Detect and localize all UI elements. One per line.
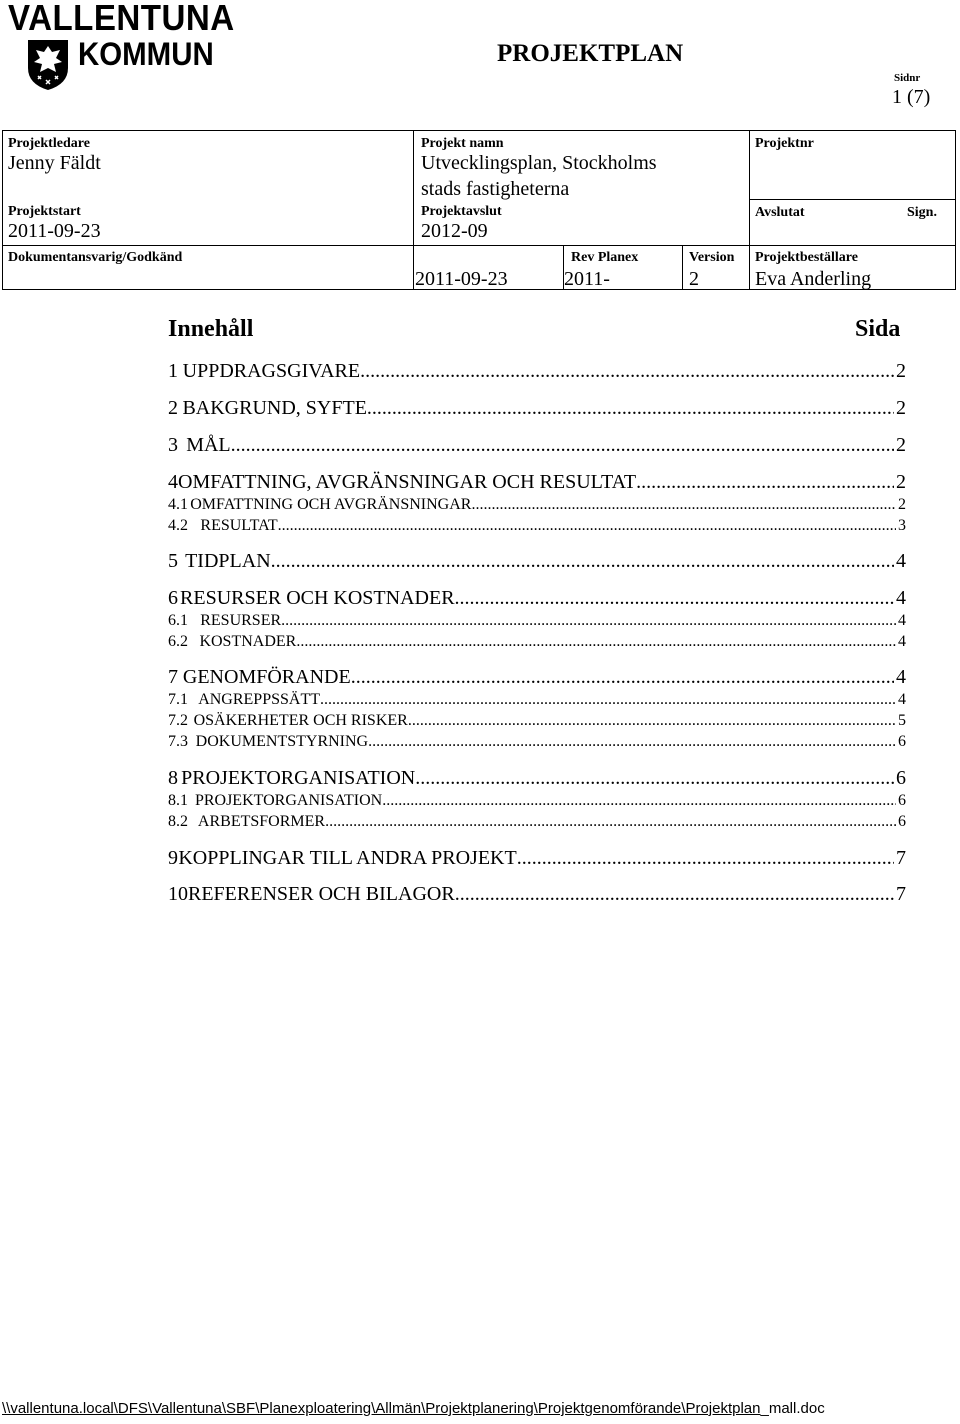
toc-entry[interactable]: [168, 813, 906, 831]
toc-entry-number: 4.1: [168, 496, 188, 513]
toc-entry-number: 8: [168, 767, 178, 789]
projektledare-label: Projektledare: [8, 136, 90, 151]
toc-entry[interactable]: [168, 496, 906, 514]
project-header-table: [2, 130, 956, 290]
toc-entry-number: 5: [168, 550, 178, 572]
avslutat-label: Avslutat: [755, 205, 805, 220]
toc-entry[interactable]: [168, 587, 906, 610]
toc-entry-page: 6: [898, 733, 906, 750]
file-path-main: \\vallentuna.local\DFS\Vallentuna\SBF\Planexploatering\Allmän\Projektplanering\Projektgenomförande\Projektplan: [2, 1400, 761, 1417]
toc-entry-number: 8.1: [168, 792, 188, 809]
toc-entry-title: PROJEKTORGANISATION: [181, 767, 416, 789]
toc-entry[interactable]: [168, 847, 906, 870]
toc-entry[interactable]: [168, 360, 906, 383]
toc-entry-page: 2: [896, 471, 906, 493]
projektbestallare-value: Eva Anderling: [755, 268, 872, 290]
document-title: PROJEKTPLAN: [497, 40, 684, 67]
toc-entry-page: 4: [896, 666, 906, 688]
toc-leader-dots: [231, 434, 894, 457]
toc-entry[interactable]: [168, 883, 906, 906]
toc-entry-page: 6: [898, 792, 906, 809]
projektstart-value: 2011-09-23: [8, 220, 101, 242]
rev-planex-value: 2011-: [564, 268, 610, 290]
projektstart-label: Projektstart: [8, 204, 81, 219]
projektnr-label: Projektnr: [755, 136, 814, 151]
logo-wordmark-line1: VALLENTUNA: [8, 0, 235, 38]
file-path-tail: _mall.doc: [760, 1400, 825, 1417]
toc-entry-title: KOPPLINGAR TILL ANDRA PROJEKT: [178, 847, 517, 869]
toc-entry-number: 6.1: [168, 612, 188, 629]
toc-entry[interactable]: [168, 767, 906, 790]
toc-entry-title: ANGREPPSSÄTT: [198, 691, 320, 708]
rev-planex-label: Rev Planex: [571, 250, 639, 265]
version-label: Version: [689, 250, 735, 265]
toc-entry-number: 6.2: [168, 633, 188, 650]
toc-entry-page: 7: [896, 883, 906, 905]
toc-entry-title: KOSTNADER: [199, 633, 297, 650]
toc-entry-number: 8.2: [168, 813, 188, 830]
toc-entry-page: 4: [898, 612, 906, 629]
toc-leader-dots: [455, 587, 894, 610]
toc-leader-dots: [517, 847, 894, 870]
dokumentansvarig-label: Dokumentansvarig/Godkänd: [8, 250, 183, 265]
toc-entry-page: 2: [896, 434, 906, 456]
toc-entry-title: RESURSER OCH KOSTNADER: [180, 587, 455, 609]
toc-leader-dots: [351, 666, 894, 689]
toc-entry-title: RESURSER: [200, 612, 282, 629]
coat-of-arms-icon: [26, 38, 70, 92]
toc-entry-page: 2: [896, 397, 906, 419]
toc-entry-page: 6: [898, 813, 906, 830]
toc-entry-title: OMFATTNING OCH AVGRÄNSNINGAR: [190, 496, 472, 513]
toc-entry-page: 5: [898, 712, 906, 729]
toc-entry-title: PROJEKTORGANISATION: [194, 792, 383, 809]
toc-leader-dots: [382, 792, 896, 810]
projektbestallare-label: Projektbeställare: [755, 250, 858, 265]
toc-entry-page: 4: [896, 550, 906, 572]
toc-entry-title: MÅL: [186, 434, 231, 456]
toc-entry[interactable]: [168, 612, 906, 630]
toc-leader-dots: [455, 883, 894, 906]
toc-leader-dots: [360, 360, 894, 383]
toc-entry-number: 6: [168, 587, 178, 609]
toc-entry-page: 6: [896, 767, 906, 789]
toc-entry-number: 7: [168, 666, 178, 688]
toc-leader-dots: [271, 550, 894, 573]
toc-entry-number: 7.3: [168, 733, 188, 750]
toc-entry[interactable]: [168, 691, 906, 709]
page-number-label: Sidnr: [894, 72, 921, 84]
toc-entry-number: 1: [168, 360, 178, 382]
toc-entry-title: BAKGRUND, SYFTE: [182, 397, 367, 419]
dokument-datum-value: 2011-09-23: [415, 268, 508, 290]
toc-entry-page: 2: [896, 360, 906, 382]
version-value: 2: [689, 268, 699, 290]
sign-label: Sign.: [907, 205, 937, 220]
toc-entry-title: TIDPLAN: [185, 550, 271, 572]
toc-entry-number: 4.2: [168, 517, 188, 534]
toc-leader-dots: [320, 691, 896, 709]
toc-leader-dots: [278, 517, 896, 535]
toc-entry-page: 4: [896, 587, 906, 609]
toc-entry-number: 9: [168, 847, 178, 869]
toc-page-heading: Sida: [855, 316, 901, 342]
toc-leader-dots: [415, 767, 894, 790]
toc-leader-dots: [296, 633, 896, 651]
toc-entry-number: 10: [168, 883, 188, 905]
toc-entry-page: 4: [898, 633, 906, 650]
toc-entry-title: ARBETSFORMER: [197, 813, 326, 830]
toc-entry[interactable]: [168, 471, 906, 494]
toc-entry[interactable]: [168, 550, 906, 573]
toc-entry-number: 7.2: [168, 712, 188, 729]
projektavslut-value: 2012-09: [421, 220, 488, 242]
toc-entry[interactable]: [168, 666, 906, 689]
projekt-namn-line1: Utvecklingsplan, Stockholms: [421, 152, 657, 174]
toc-entry-title: UPPDRAGSGIVARE: [182, 360, 361, 382]
toc-entry-title: RESULTAT: [200, 517, 278, 534]
toc-entry-page: 7: [896, 847, 906, 869]
logo-wordmark-line2: KOMMUN: [78, 36, 214, 72]
toc-leader-dots: [636, 471, 894, 494]
toc-leader-dots: [325, 813, 896, 831]
file-path-footer: [2, 1400, 825, 1417]
toc-entry-number: 3: [168, 434, 178, 456]
toc-entry[interactable]: [168, 712, 906, 730]
toc-leader-dots: [368, 733, 896, 751]
projektledare-value: Jenny Fäldt: [8, 152, 101, 174]
toc-entry[interactable]: [168, 434, 906, 457]
toc-heading: Innehåll: [168, 316, 254, 342]
toc-entry-number: 7.1: [168, 691, 188, 708]
toc-entry-title: DOKUMENTSTYRNING: [195, 733, 369, 750]
toc-entry-number: 4: [168, 471, 178, 493]
toc-leader-dots: [408, 712, 896, 730]
projektavslut-label: Projektavslut: [421, 204, 502, 219]
toc-entry-page: 3: [898, 517, 906, 534]
toc-entry[interactable]: [168, 792, 906, 810]
toc-entry-number: 2: [168, 397, 178, 419]
projekt-namn-line2: stads fastigheterna: [421, 178, 570, 200]
toc-leader-dots: [367, 397, 894, 420]
toc-entry[interactable]: [168, 517, 906, 535]
toc-entry[interactable]: [168, 633, 906, 651]
toc-entry-page: 4: [898, 691, 906, 708]
page-number: 1 (7): [892, 86, 931, 108]
toc-entry-title: OMFATTNING, AVGRÄNSNINGAR OCH RESULTAT: [178, 471, 637, 493]
toc-entry-title: REFERENSER OCH BILAGOR: [188, 883, 455, 905]
toc-leader-dots: [281, 612, 896, 630]
toc-entry-page: 2: [898, 496, 906, 513]
toc-entry[interactable]: [168, 733, 906, 751]
toc-entry-title: GENOMFÖRANDE: [182, 666, 351, 688]
toc-entry-title: OSÄKERHETER OCH RISKER: [193, 712, 408, 729]
projekt-namn-label: Projekt namn: [421, 136, 504, 151]
toc-entry[interactable]: [168, 397, 906, 420]
toc-leader-dots: [471, 496, 896, 514]
